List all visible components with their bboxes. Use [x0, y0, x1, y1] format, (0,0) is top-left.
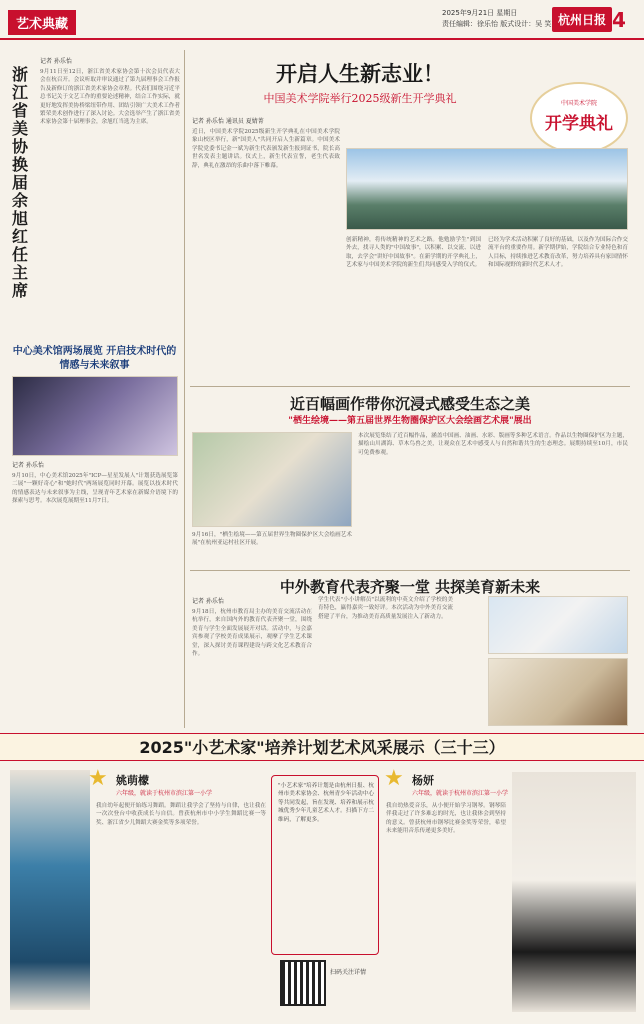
- ceremony-photo: [346, 148, 628, 230]
- little-artist-banner: 2025"小艺术家"培养计划艺术风采展示（三十三）: [0, 733, 644, 761]
- badge-big-text: 开学典礼: [545, 114, 613, 134]
- section-rule: [190, 386, 630, 387]
- students-photo: [488, 658, 628, 726]
- main-headline: 开启人生新志业！: [276, 62, 444, 86]
- left-byline: 记者 孙乐怡: [40, 58, 72, 65]
- left-byline-2: 记者 孙乐怡: [12, 462, 44, 469]
- left-sub-headline: 中心美术馆两场展览 开启技术时代的情感与未来叙事: [12, 346, 177, 371]
- star-icon: ★: [88, 766, 108, 791]
- pianist-photo: [512, 772, 636, 1012]
- header-meta: [442, 8, 551, 30]
- main-article-body-c: 已经为学术活动积累了良好的基础，以及作为国际合作交流平台的重要作用。新学期伊始，学院结合专业特色和育人目标，持续推进艺术教育改革，努力培养具有家国情怀和国际视野的新时代艺术人才。: [488, 237, 628, 269]
- left-vertical-headline: 浙江省美协换届 余旭红任主席: [12, 65, 29, 300]
- classroom-photo: [488, 596, 628, 654]
- left-article-body: 9月11日至12日，浙江省美术家协会第十次会员代表大会在杭召开。会议听取并审议通过了第九届理事会工作报告及新修订的浙江省美术家协会章程。代表们围绕习近平总书记关于文艺工作的重要论述精神，结合工作实际，就更好地发挥美协桥梁纽带作用、团结引领广大美术工作者繁荣美术创作进行了深入讨论。大会选举产生了浙江省美术家协会第十届理事会，余旭红当选为主席。: [40, 69, 180, 126]
- exhibit-body: 本次展览集结了近百幅作品，涵盖中国画、油画、水彩、版画等多种艺术语言。作品以生物圈保护区为主题，描绘山川湖海、草木鸟兽之美，让观众在艺术中感受人与自然和谐共生的生态理念。展期持续至10月，市民可免费参观。: [358, 433, 628, 456]
- artist-1-body: 我自幼年起便开始练习舞蹈。舞蹈让我学会了坚持与自律，也让我在一次次登台中收获成长与自信。曾获杭州市中小学生舞蹈比赛一等奖、浙江省少儿舞蹈大赛金奖等多项荣誉。: [96, 803, 266, 826]
- main-subheadline: 中国美术学院举行2025级新生开学典礼: [263, 92, 457, 105]
- opening-ceremony-badge: [530, 82, 628, 154]
- column-rule: [184, 50, 185, 728]
- education-headline: 中外教育代表齐聚一堂 共探美育新未来: [279, 578, 541, 596]
- newspaper-logo: 杭州日报: [552, 7, 612, 32]
- artist-1-school: 六年级，就读于杭州市滨江第一小学: [116, 790, 213, 797]
- editor-line: 责任编辑：徐乐怡 版式设计：吴 笑: [442, 20, 552, 28]
- qr-caption: 扫码关注详情: [330, 969, 367, 976]
- main-article-body: 近日，中国美术学院2025级新生开学典礼在中国美术学院象山校区举行，新"国美人"共同开启人生新篇章。中国美术学院党委书记金一斌为新生代表颁发新生报到证书，院长高世名发表主题讲话。仪式上，新生代表宣誓，老生代表致辞，典礼在激昂的乐曲中落下帷幕。: [192, 129, 340, 169]
- artist-1-name: 姚萌檬: [116, 774, 149, 787]
- qr-code-icon[interactable]: [280, 960, 326, 1006]
- artist-2-name: 杨妍: [412, 774, 434, 787]
- badge-small-text: 中国美术学院: [560, 100, 597, 107]
- dancer-photo: [10, 770, 90, 1010]
- section-tag: 艺术典藏: [8, 10, 76, 35]
- main-article-body-b: 创新精神，将传统精神的艺术之路。他勉励学生"到国外去，找寻人类的"中国故事"，以积累、以交流、以进取，去学会"讲好中国故事"。在新学期的开学典礼上，艺术家与中国美术学院的新生们共同感受入学的仪式。: [346, 237, 481, 269]
- page-number: 4: [612, 8, 626, 32]
- gallery-photo: [12, 376, 178, 456]
- exhibit-subheadline: "栖生绘境——第五届世界生物圈保护区大会绘画艺术展"展出: [288, 416, 532, 426]
- main-byline: 记者 孙乐怡 通讯员 夏婧菁: [192, 118, 264, 125]
- artist-2-school: 六年级，就读于杭州市滨江第一小学: [412, 790, 509, 797]
- program-info-text: "小艺术家"培养计划是由杭州日报、杭州市美术家协会、杭州青少年活动中心等共同发起，旨在发现、培养和展示杭城优秀少年儿童艺术人才。扫描下方二维码，了解更多。: [278, 783, 374, 823]
- education-body: 9月18日，杭州市教育局主办的美育交流活动在杭举行，来自国内外的教育代表齐聚一堂，围绕美育与学生全面发展展开对话。活动中，与会嘉宾参观了学校美育成果展示，观摩了学生艺术课堂，深入探讨美育课程建设与跨文化艺术教育合作。: [192, 609, 312, 658]
- artist-2-body: 我自幼热爱音乐，从小便开始学习钢琴。钢琴陪伴我走过了许多难忘的时光，也让我体会到坚持的意义。曾获杭州市钢琴比赛金奖等荣誉，希望未来能用音乐传递更多美好。: [386, 803, 506, 835]
- exhibit-photo: [192, 432, 352, 527]
- left-article-body-2: 9月10日，中心美术馆2025年"ICP—星星发展人"计划获选展览第二展"一颗好奇心"和"她时代"两场展览同时开幕。展览以技术时代的情感表达与未来叙事为主线，呈现青年艺术家在新媒介语境下的探索与思考。本次展览展期至11月7日。: [12, 473, 178, 505]
- exhibit-caption: 9月16日，"栖生绘境——第五届世界生物圈保护区大会绘画艺术展"在杭州亚运村社区开展。: [192, 532, 352, 547]
- page-header: [0, 0, 644, 40]
- education-body-b: 学生代表"小小讲解员"以流利的中英文介绍了学校的美育特色，赢得嘉宾一致好评。本次活动为中外美育交流搭建了平台，为推动美育高质量发展注入了新动力。: [318, 597, 453, 620]
- section-rule-2: [190, 570, 630, 571]
- education-byline: 记者 孙乐怡: [192, 598, 224, 605]
- star-icon-2: ★: [384, 766, 404, 791]
- exhibit-headline: 近百幅画作带你沉浸式感受生态之美: [289, 395, 530, 413]
- date-line: 2025年9月21日 星期日: [442, 9, 518, 17]
